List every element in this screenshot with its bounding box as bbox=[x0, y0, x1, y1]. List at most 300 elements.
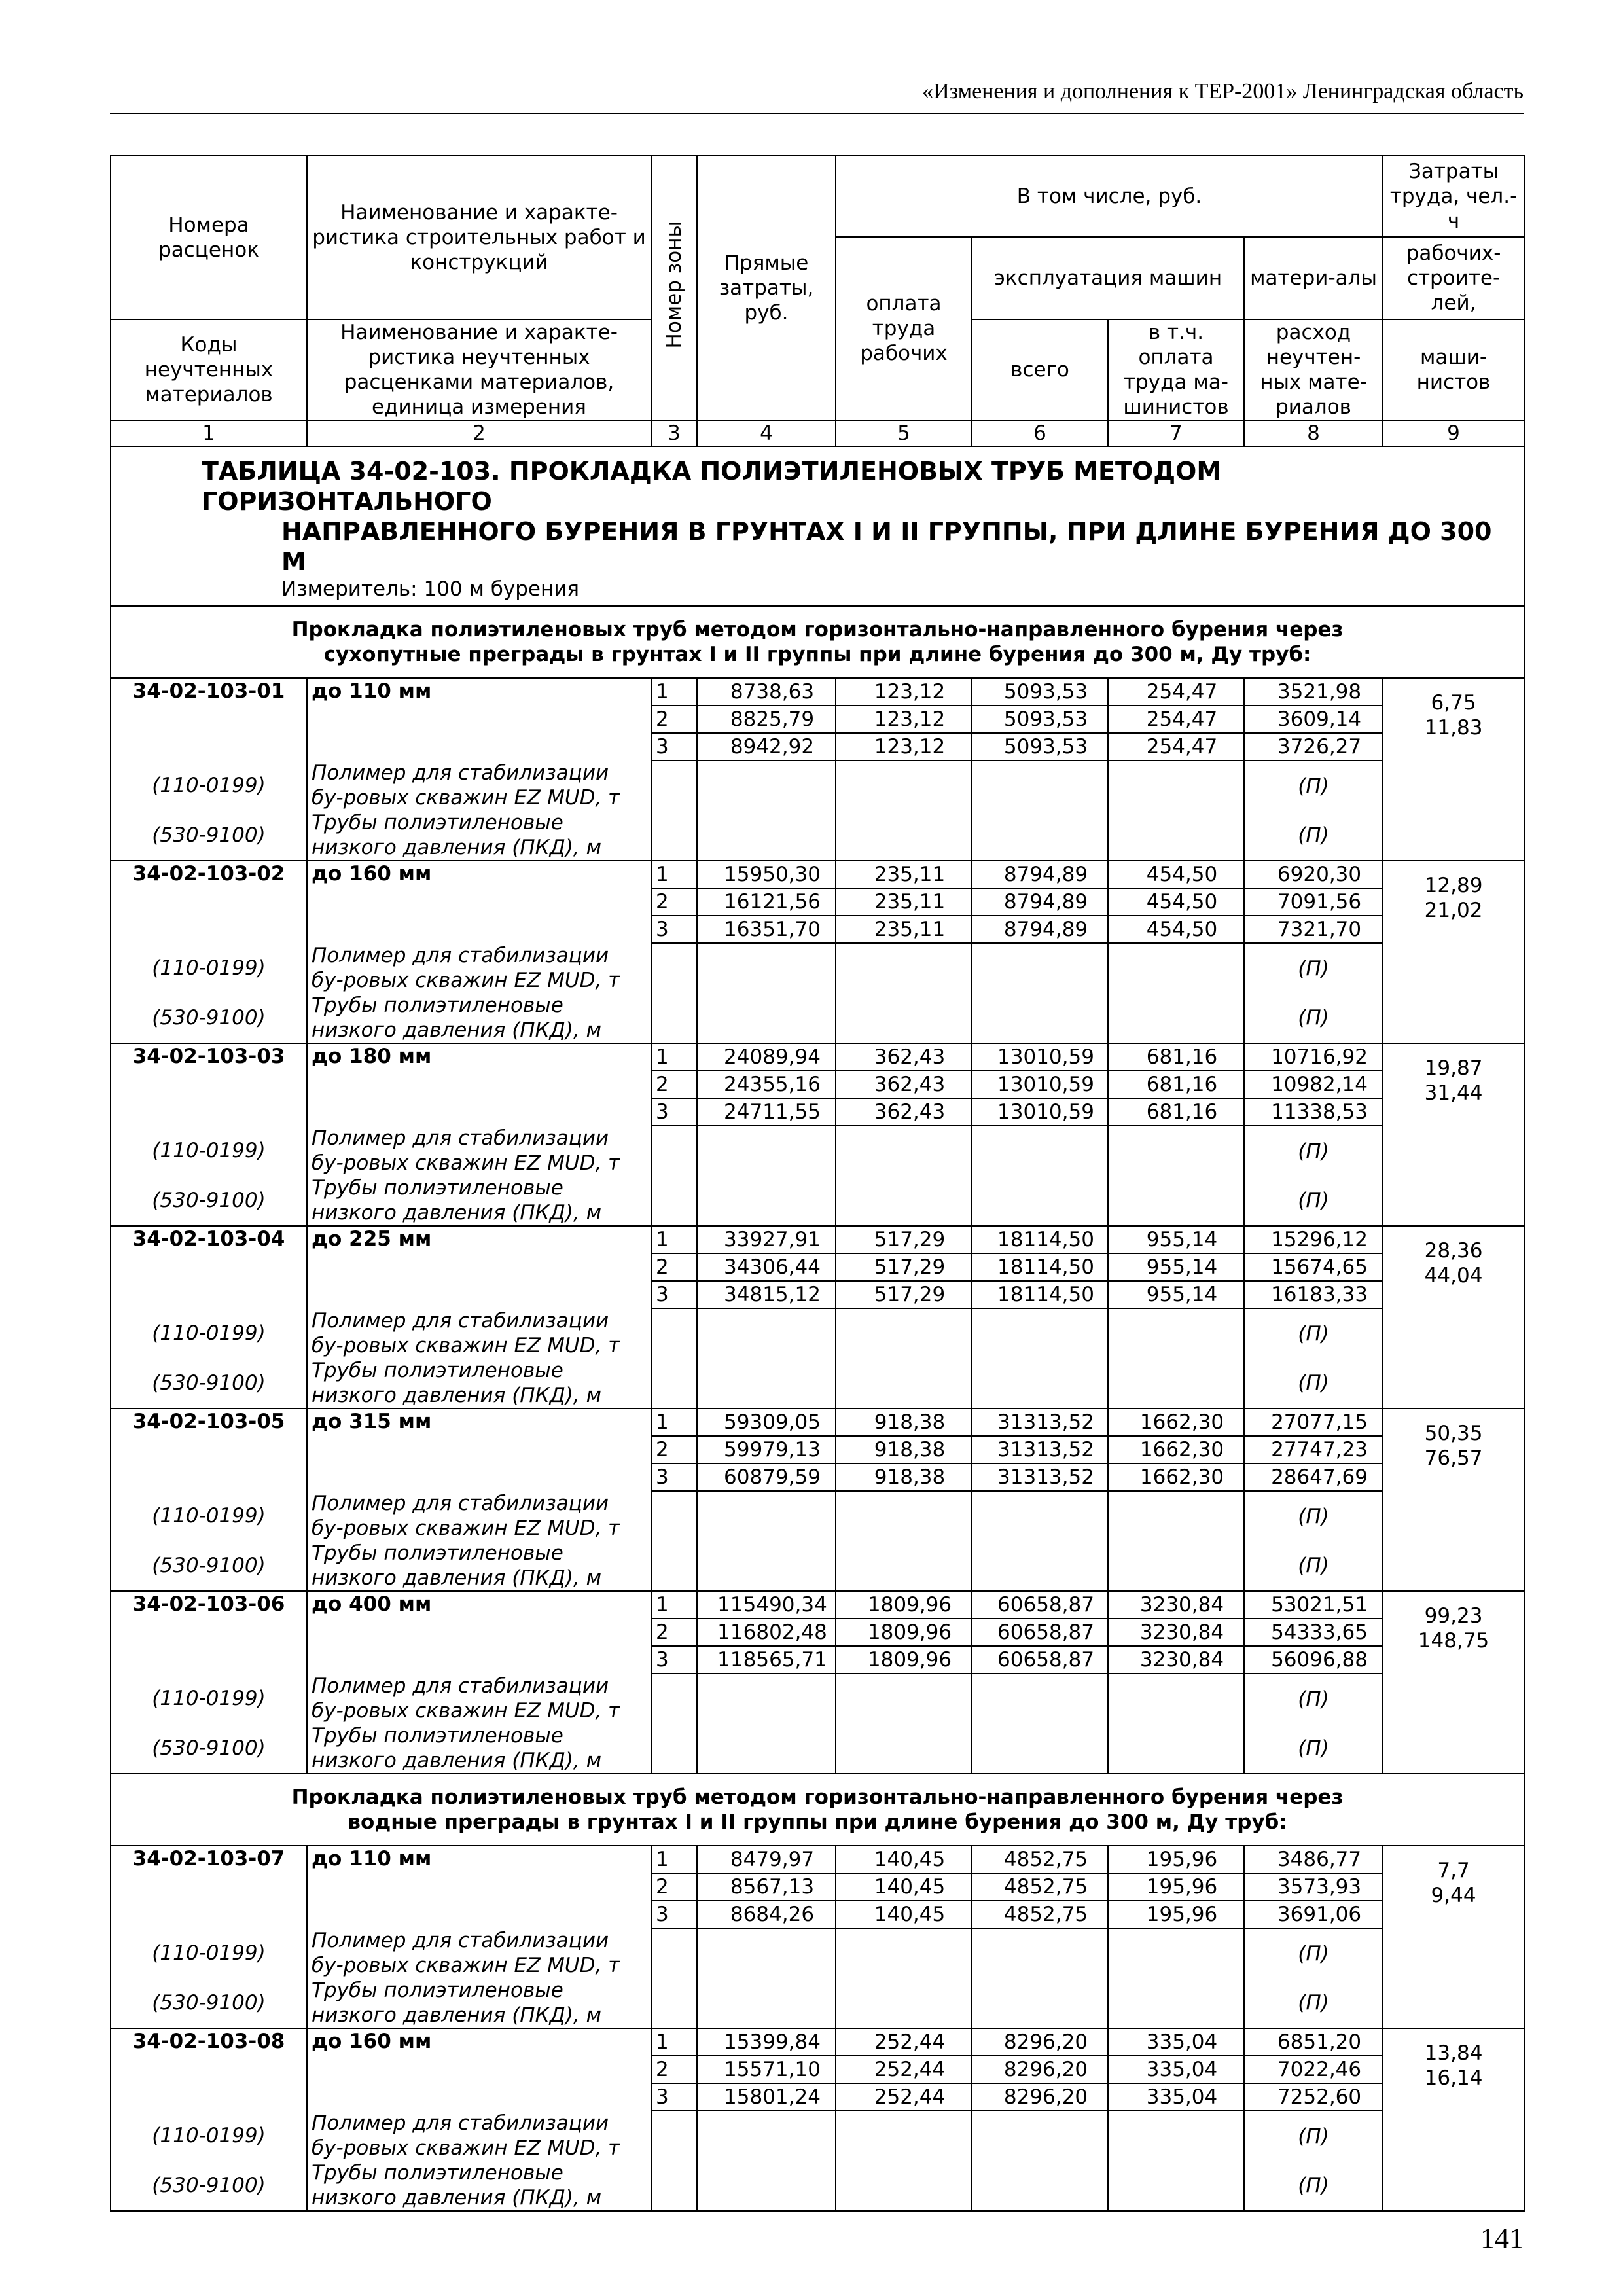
material-code: (530-9100) bbox=[111, 993, 307, 1043]
rate-code: 34-02-103-07 bbox=[111, 1846, 307, 1928]
zone-number: 3 bbox=[651, 1098, 697, 1126]
empty-cell bbox=[697, 1978, 836, 2028]
table-measure: Измеритель: 100 м бурения bbox=[281, 577, 580, 601]
materials-cost: 3609,14 bbox=[1244, 706, 1383, 733]
machinist-pay: 681,16 bbox=[1108, 1098, 1244, 1126]
materials-cost: 3486,77 bbox=[1244, 1846, 1383, 1873]
zone-number: 3 bbox=[651, 733, 697, 761]
material-usage-mark: (П) bbox=[1244, 1928, 1383, 1978]
materials-cost: 53021,51 bbox=[1244, 1591, 1383, 1619]
materials-cost: 15674,65 bbox=[1244, 1253, 1383, 1281]
direct-costs: 59309,05 bbox=[697, 1408, 836, 1436]
worker-pay: 1809,96 bbox=[836, 1619, 972, 1646]
empty-cell bbox=[651, 1978, 697, 2028]
machinist-pay: 955,14 bbox=[1108, 1226, 1244, 1253]
material-name: Трубы полиэтиленовые низкого давления (ПКД), м bbox=[307, 1358, 651, 1408]
material-name: Трубы полиэтиленовые низкого давления (ПКД), м bbox=[307, 1723, 651, 1774]
material-name: Трубы полиэтиленовые низкого давления (ПКД), м bbox=[307, 1541, 651, 1591]
empty-cell bbox=[836, 1978, 972, 2028]
worker-pay: 140,45 bbox=[836, 1901, 972, 1928]
rate-code: 34-02-103-08 bbox=[111, 2028, 307, 2111]
column-number: 4 bbox=[697, 420, 836, 446]
empty-cell bbox=[1108, 1674, 1244, 1723]
labor-cell bbox=[1383, 1226, 1524, 1408]
empty-cell bbox=[972, 1358, 1108, 1408]
empty-cell bbox=[1108, 1175, 1244, 1226]
material-code: (530-9100) bbox=[111, 2161, 307, 2211]
empty-cell bbox=[651, 1674, 697, 1723]
machines-total: 5093,53 bbox=[972, 678, 1108, 706]
empty-cell bbox=[697, 2111, 836, 2161]
material-row bbox=[111, 1126, 1524, 1175]
material-row bbox=[111, 810, 1524, 861]
material-usage-mark: (П) bbox=[1244, 761, 1383, 810]
column-number: 7 bbox=[1108, 420, 1244, 446]
material-row bbox=[111, 1358, 1524, 1408]
materials-cost: 3573,93 bbox=[1244, 1873, 1383, 1901]
worker-pay: 140,45 bbox=[836, 1846, 972, 1873]
worker-pay: 123,12 bbox=[836, 706, 972, 733]
table-row bbox=[111, 1846, 1524, 1873]
direct-costs: 15571,10 bbox=[697, 2056, 836, 2083]
work-name: до 110 мм bbox=[307, 1846, 651, 1928]
machines-total: 18114,50 bbox=[972, 1253, 1108, 1281]
material-usage-mark: (П) bbox=[1244, 993, 1383, 1043]
empty-cell bbox=[697, 761, 836, 810]
material-row bbox=[111, 1723, 1524, 1774]
header-rate-numbers: Номера расценок bbox=[111, 156, 307, 319]
direct-costs: 8567,13 bbox=[697, 1873, 836, 1901]
empty-cell bbox=[697, 993, 836, 1043]
materials-cost: 7022,46 bbox=[1244, 2056, 1383, 2083]
material-code: (530-9100) bbox=[111, 1541, 307, 1591]
worker-pay: 235,11 bbox=[836, 916, 972, 943]
materials-cost: 3521,98 bbox=[1244, 678, 1383, 706]
empty-cell bbox=[1108, 1491, 1244, 1541]
worker-pay: 362,43 bbox=[836, 1098, 972, 1126]
header-work-name: Наименование и характе-ристика строительных работ и конструкций bbox=[307, 156, 651, 319]
machinist-pay: 335,04 bbox=[1108, 2028, 1244, 2056]
empty-cell bbox=[1108, 2111, 1244, 2161]
table-title-line1: ТАБЛИЦА 34-02-103. ПРОКЛАДКА ПОЛИЭТИЛЕНОВЫХ ТРУБ МЕТОДОМ ГОРИЗОНТАЛЬНОГО bbox=[202, 457, 1222, 516]
material-name: Полимер для стабилизации бу-ровых скважин EZ MUD, т bbox=[307, 761, 651, 810]
rate-code: 34-02-103-02 bbox=[111, 861, 307, 943]
worker-pay: 252,44 bbox=[836, 2028, 972, 2056]
empty-cell bbox=[972, 1175, 1108, 1226]
zone-number: 1 bbox=[651, 1846, 697, 1873]
table-row bbox=[111, 1226, 1524, 1253]
empty-cell bbox=[651, 1928, 697, 1978]
machines-total: 4852,75 bbox=[972, 1873, 1108, 1901]
empty-cell bbox=[1108, 1358, 1244, 1408]
machinist-pay: 3230,84 bbox=[1108, 1646, 1244, 1674]
empty-cell bbox=[651, 1541, 697, 1591]
section-header-line2: сухопутные преграды в грунтах I и II группы при длине бурения до 300 м, Ду труб: bbox=[323, 643, 1311, 666]
direct-costs: 60879,59 bbox=[697, 1463, 836, 1491]
material-row bbox=[111, 1978, 1524, 2028]
empty-cell bbox=[972, 761, 1108, 810]
material-name: Полимер для стабилизации бу-ровых скважин EZ MUD, т bbox=[307, 1308, 651, 1358]
machines-total: 4852,75 bbox=[972, 1901, 1108, 1928]
machines-total: 4852,75 bbox=[972, 1846, 1108, 1873]
empty-cell bbox=[972, 1723, 1108, 1774]
zone-number: 3 bbox=[651, 1463, 697, 1491]
material-code: (110-0199) bbox=[111, 1308, 307, 1358]
material-usage-mark: (П) bbox=[1244, 943, 1383, 993]
machinist-pay: 681,16 bbox=[1108, 1071, 1244, 1098]
empty-cell bbox=[697, 1723, 836, 1774]
direct-costs: 15950,30 bbox=[697, 861, 836, 888]
column-number: 6 bbox=[972, 420, 1108, 446]
labor-machinists: 11,83 bbox=[1424, 716, 1483, 740]
material-row bbox=[111, 2161, 1524, 2211]
empty-cell bbox=[972, 1674, 1108, 1723]
worker-pay: 123,12 bbox=[836, 678, 972, 706]
header-unaccounted-codes: Коды неучтенных материалов bbox=[111, 319, 307, 420]
labor-cell bbox=[1383, 1408, 1524, 1591]
table-row bbox=[111, 1043, 1524, 1071]
machinist-pay: 681,16 bbox=[1108, 1043, 1244, 1071]
table-row bbox=[111, 1408, 1524, 1436]
empty-cell bbox=[1108, 2161, 1244, 2211]
header-unaccounted-names: Наименование и характе-ристика неучтенных расценками материалов, единица измерения bbox=[307, 319, 651, 420]
column-number: 2 bbox=[307, 420, 651, 446]
machines-total: 5093,53 bbox=[972, 733, 1108, 761]
machines-total: 31313,52 bbox=[972, 1436, 1108, 1463]
machines-total: 8794,89 bbox=[972, 916, 1108, 943]
machines-total: 5093,53 bbox=[972, 706, 1108, 733]
material-usage-mark: (П) bbox=[1244, 1126, 1383, 1175]
zone-number: 2 bbox=[651, 1619, 697, 1646]
material-name: Трубы полиэтиленовые низкого давления (ПКД), м bbox=[307, 810, 651, 861]
materials-cost: 7252,60 bbox=[1244, 2083, 1383, 2111]
empty-cell bbox=[1108, 1126, 1244, 1175]
table-row bbox=[111, 861, 1524, 888]
empty-cell bbox=[836, 1723, 972, 1774]
running-header: «Изменения и дополнения к ТЕР-2001» Ленинградская область bbox=[922, 79, 1524, 103]
materials-cost: 6851,20 bbox=[1244, 2028, 1383, 2056]
rate-code: 34-02-103-03 bbox=[111, 1043, 307, 1126]
direct-costs: 8942,92 bbox=[697, 733, 836, 761]
zone-number: 1 bbox=[651, 1591, 697, 1619]
material-code: (110-0199) bbox=[111, 1491, 307, 1541]
direct-costs: 8825,79 bbox=[697, 706, 836, 733]
material-code: (110-0199) bbox=[111, 1928, 307, 1978]
table-title-row bbox=[111, 446, 1524, 606]
machinist-pay: 955,14 bbox=[1108, 1281, 1244, 1308]
worker-pay: 362,43 bbox=[836, 1043, 972, 1071]
rate-code: 34-02-103-06 bbox=[111, 1591, 307, 1674]
machinist-pay: 454,50 bbox=[1108, 916, 1244, 943]
machinist-pay: 1662,30 bbox=[1108, 1436, 1244, 1463]
material-row bbox=[111, 993, 1524, 1043]
zone-number: 1 bbox=[651, 678, 697, 706]
material-name: Трубы полиэтиленовые низкого давления (ПКД), м bbox=[307, 2161, 651, 2211]
empty-cell bbox=[651, 943, 697, 993]
material-usage-mark: (П) bbox=[1244, 1541, 1383, 1591]
header-machinists: маши-нистов bbox=[1383, 319, 1524, 420]
header-rule bbox=[110, 113, 1524, 114]
material-code: (110-0199) bbox=[111, 1126, 307, 1175]
work-name: до 225 мм bbox=[307, 1226, 651, 1308]
direct-costs: 15399,84 bbox=[697, 2028, 836, 2056]
material-code: (530-9100) bbox=[111, 1723, 307, 1774]
material-usage-mark: (П) bbox=[1244, 1308, 1383, 1358]
machinist-pay: 254,47 bbox=[1108, 706, 1244, 733]
worker-pay: 252,44 bbox=[836, 2083, 972, 2111]
direct-costs: 24089,94 bbox=[697, 1043, 836, 1071]
table-row bbox=[111, 678, 1524, 706]
direct-costs: 33927,91 bbox=[697, 1226, 836, 1253]
machines-total: 31313,52 bbox=[972, 1408, 1108, 1436]
table-title-line2: НАПРАВЛЕННОГО БУРЕНИЯ В ГРУНТАХ I И II ГРУППЫ, ПРИ ДЛИНЕ БУРЕНИЯ ДО 300 М bbox=[281, 517, 1492, 576]
machines-total: 18114,50 bbox=[972, 1226, 1108, 1253]
machines-total: 13010,59 bbox=[972, 1071, 1108, 1098]
machinist-pay: 195,96 bbox=[1108, 1873, 1244, 1901]
labor-machinists: 16,14 bbox=[1424, 2066, 1483, 2090]
material-row bbox=[111, 943, 1524, 993]
empty-cell bbox=[697, 1674, 836, 1723]
labor-machinists: 21,02 bbox=[1424, 899, 1483, 922]
empty-cell bbox=[836, 993, 972, 1043]
labor-cell bbox=[1383, 678, 1524, 861]
empty-cell bbox=[697, 1175, 836, 1226]
empty-cell bbox=[651, 993, 697, 1043]
material-name: Трубы полиэтиленовые низкого давления (ПКД), м bbox=[307, 1978, 651, 2028]
empty-cell bbox=[1108, 993, 1244, 1043]
empty-cell bbox=[972, 1928, 1108, 1978]
material-code: (530-9100) bbox=[111, 810, 307, 861]
material-row bbox=[111, 1308, 1524, 1358]
rates-table bbox=[110, 155, 1525, 2212]
material-row bbox=[111, 2111, 1524, 2161]
header-machines-total: всего bbox=[972, 319, 1108, 420]
worker-pay: 235,11 bbox=[836, 861, 972, 888]
zone-number: 2 bbox=[651, 706, 697, 733]
empty-cell bbox=[836, 1541, 972, 1591]
machinist-pay: 3230,84 bbox=[1108, 1619, 1244, 1646]
material-code: (110-0199) bbox=[111, 943, 307, 993]
direct-costs: 16121,56 bbox=[697, 888, 836, 916]
empty-cell bbox=[836, 761, 972, 810]
direct-costs: 59979,13 bbox=[697, 1436, 836, 1463]
worker-pay: 362,43 bbox=[836, 1071, 972, 1098]
labor-builders: 50,35 bbox=[1424, 1422, 1483, 1445]
material-code: (530-9100) bbox=[111, 1978, 307, 2028]
worker-pay: 918,38 bbox=[836, 1463, 972, 1491]
machines-total: 13010,59 bbox=[972, 1098, 1108, 1126]
material-code: (530-9100) bbox=[111, 1175, 307, 1226]
materials-cost: 10982,14 bbox=[1244, 1071, 1383, 1098]
worker-pay: 140,45 bbox=[836, 1873, 972, 1901]
machines-total: 8296,20 bbox=[972, 2083, 1108, 2111]
materials-cost: 16183,33 bbox=[1244, 1281, 1383, 1308]
materials-cost: 7321,70 bbox=[1244, 916, 1383, 943]
material-row bbox=[111, 1928, 1524, 1978]
machinist-pay: 254,47 bbox=[1108, 678, 1244, 706]
column-numbers-row bbox=[111, 420, 1524, 446]
zone-number: 1 bbox=[651, 1226, 697, 1253]
empty-cell bbox=[651, 1491, 697, 1541]
rate-code: 34-02-103-05 bbox=[111, 1408, 307, 1491]
labor-builders: 12,89 bbox=[1424, 874, 1483, 897]
work-name: до 160 мм bbox=[307, 2028, 651, 2111]
labor-cell bbox=[1383, 1591, 1524, 1774]
work-name: до 315 мм bbox=[307, 1408, 651, 1491]
section-header-row bbox=[111, 606, 1524, 678]
zone-number: 1 bbox=[651, 2028, 697, 2056]
material-usage-mark: (П) bbox=[1244, 1175, 1383, 1226]
empty-cell bbox=[836, 1928, 972, 1978]
column-number: 8 bbox=[1244, 420, 1383, 446]
labor-cell bbox=[1383, 861, 1524, 1043]
empty-cell bbox=[836, 2111, 972, 2161]
materials-cost: 7091,56 bbox=[1244, 888, 1383, 916]
labor-builders: 7,7 bbox=[1437, 1859, 1470, 1882]
materials-cost: 3691,06 bbox=[1244, 1901, 1383, 1928]
direct-costs: 15801,24 bbox=[697, 2083, 836, 2111]
labor-builders: 6,75 bbox=[1431, 691, 1476, 715]
worker-pay: 517,29 bbox=[836, 1281, 972, 1308]
worker-pay: 252,44 bbox=[836, 2056, 972, 2083]
rate-code: 34-02-103-01 bbox=[111, 678, 307, 761]
empty-cell bbox=[1108, 1723, 1244, 1774]
material-code: (110-0199) bbox=[111, 1674, 307, 1723]
materials-cost: 27747,23 bbox=[1244, 1436, 1383, 1463]
material-code: (110-0199) bbox=[111, 2111, 307, 2161]
empty-cell bbox=[836, 2161, 972, 2211]
empty-cell bbox=[972, 2111, 1108, 2161]
empty-cell bbox=[1108, 943, 1244, 993]
material-name: Трубы полиэтиленовые низкого давления (ПКД), м bbox=[307, 1175, 651, 1226]
empty-cell bbox=[972, 1126, 1108, 1175]
empty-cell bbox=[651, 1175, 697, 1226]
work-name: до 180 мм bbox=[307, 1043, 651, 1126]
section-header-line1: Прокладка полиэтиленовых труб методом горизонтально-направленного бурения через bbox=[291, 618, 1344, 641]
worker-pay: 235,11 bbox=[836, 888, 972, 916]
direct-costs: 118565,71 bbox=[697, 1646, 836, 1674]
material-usage-mark: (П) bbox=[1244, 1491, 1383, 1541]
material-usage-mark: (П) bbox=[1244, 1723, 1383, 1774]
materials-cost: 10716,92 bbox=[1244, 1043, 1383, 1071]
material-name: Полимер для стабилизации бу-ровых скважин EZ MUD, т bbox=[307, 1928, 651, 1978]
header-machine-operation: эксплуатация машин bbox=[972, 237, 1244, 319]
material-usage-mark: (П) bbox=[1244, 2111, 1383, 2161]
zone-number: 3 bbox=[651, 1901, 697, 1928]
machines-total: 8296,20 bbox=[972, 2028, 1108, 2056]
material-name: Трубы полиэтиленовые низкого давления (ПКД), м bbox=[307, 993, 651, 1043]
labor-cell bbox=[1383, 1846, 1524, 2028]
machines-total: 8794,89 bbox=[972, 888, 1108, 916]
table-title bbox=[111, 446, 1524, 606]
labor-machinists: 44,04 bbox=[1424, 1264, 1483, 1287]
machinist-pay: 1662,30 bbox=[1108, 1463, 1244, 1491]
materials-cost: 11338,53 bbox=[1244, 1098, 1383, 1126]
machinist-pay: 454,50 bbox=[1108, 888, 1244, 916]
worker-pay: 918,38 bbox=[836, 1408, 972, 1436]
empty-cell bbox=[836, 1175, 972, 1226]
section-header-line2: водные преграды в грунтах I и II группы при длине бурения до 300 м, Ду труб: bbox=[348, 1810, 1287, 1834]
empty-cell bbox=[972, 810, 1108, 861]
rate-code: 34-02-103-04 bbox=[111, 1226, 307, 1308]
empty-cell bbox=[697, 1928, 836, 1978]
machinist-pay: 335,04 bbox=[1108, 2083, 1244, 2111]
empty-cell bbox=[651, 810, 697, 861]
machinist-pay: 3230,84 bbox=[1108, 1591, 1244, 1619]
empty-cell bbox=[651, 1126, 697, 1175]
material-usage-mark: (П) bbox=[1244, 1358, 1383, 1408]
zone-number: 2 bbox=[651, 1071, 697, 1098]
work-name: до 160 мм bbox=[307, 861, 651, 943]
empty-cell bbox=[836, 810, 972, 861]
direct-costs: 8684,26 bbox=[697, 1901, 836, 1928]
section-header bbox=[111, 606, 1524, 678]
material-row bbox=[111, 761, 1524, 810]
direct-costs: 8479,97 bbox=[697, 1846, 836, 1873]
empty-cell bbox=[697, 1541, 836, 1591]
material-row bbox=[111, 1541, 1524, 1591]
labor-cell bbox=[1383, 2028, 1524, 2211]
worker-pay: 918,38 bbox=[836, 1436, 972, 1463]
labor-builders: 28,36 bbox=[1424, 1239, 1483, 1263]
empty-cell bbox=[1108, 810, 1244, 861]
worker-pay: 517,29 bbox=[836, 1226, 972, 1253]
column-number: 3 bbox=[651, 420, 697, 446]
empty-cell bbox=[651, 761, 697, 810]
material-row bbox=[111, 1674, 1524, 1723]
machines-total: 13010,59 bbox=[972, 1043, 1108, 1071]
materials-cost: 6920,30 bbox=[1244, 861, 1383, 888]
labor-builders: 19,87 bbox=[1424, 1056, 1483, 1080]
labor-machinists: 31,44 bbox=[1424, 1081, 1483, 1105]
material-usage-mark: (П) bbox=[1244, 810, 1383, 861]
material-usage-mark: (П) bbox=[1244, 2161, 1383, 2211]
machinist-pay: 1662,30 bbox=[1108, 1408, 1244, 1436]
material-code: (110-0199) bbox=[111, 761, 307, 810]
direct-costs: 116802,48 bbox=[697, 1619, 836, 1646]
material-usage-mark: (П) bbox=[1244, 1978, 1383, 2028]
machines-total: 18114,50 bbox=[972, 1281, 1108, 1308]
materials-cost: 28647,69 bbox=[1244, 1463, 1383, 1491]
column-number: 9 bbox=[1383, 420, 1524, 446]
empty-cell bbox=[697, 810, 836, 861]
materials-cost: 15296,12 bbox=[1244, 1226, 1383, 1253]
empty-cell bbox=[836, 1308, 972, 1358]
materials-cost: 56096,88 bbox=[1244, 1646, 1383, 1674]
material-name: Полимер для стабилизации бу-ровых скважин EZ MUD, т bbox=[307, 943, 651, 993]
material-code: (530-9100) bbox=[111, 1358, 307, 1408]
empty-cell bbox=[697, 1491, 836, 1541]
work-name: до 400 мм bbox=[307, 1591, 651, 1674]
machinist-pay: 254,47 bbox=[1108, 733, 1244, 761]
empty-cell bbox=[836, 1491, 972, 1541]
header-labor-costs: Затраты труда, чел.-ч bbox=[1383, 156, 1524, 237]
direct-costs: 8738,63 bbox=[697, 678, 836, 706]
zone-number: 2 bbox=[651, 1873, 697, 1901]
empty-cell bbox=[972, 1541, 1108, 1591]
direct-costs: 24355,16 bbox=[697, 1071, 836, 1098]
empty-cell bbox=[836, 1674, 972, 1723]
worker-pay: 1809,96 bbox=[836, 1646, 972, 1674]
machines-total: 60658,87 bbox=[972, 1619, 1108, 1646]
empty-cell bbox=[836, 1126, 972, 1175]
page-number: 141 bbox=[1480, 2222, 1524, 2254]
section-header-line1: Прокладка полиэтиленовых труб методом горизонтально-направленного бурения через bbox=[291, 1785, 1344, 1809]
empty-cell bbox=[836, 943, 972, 993]
header-including: В том числе, руб. bbox=[836, 156, 1383, 237]
zone-number: 2 bbox=[651, 1253, 697, 1281]
labor-machinists: 9,44 bbox=[1431, 1884, 1476, 1907]
